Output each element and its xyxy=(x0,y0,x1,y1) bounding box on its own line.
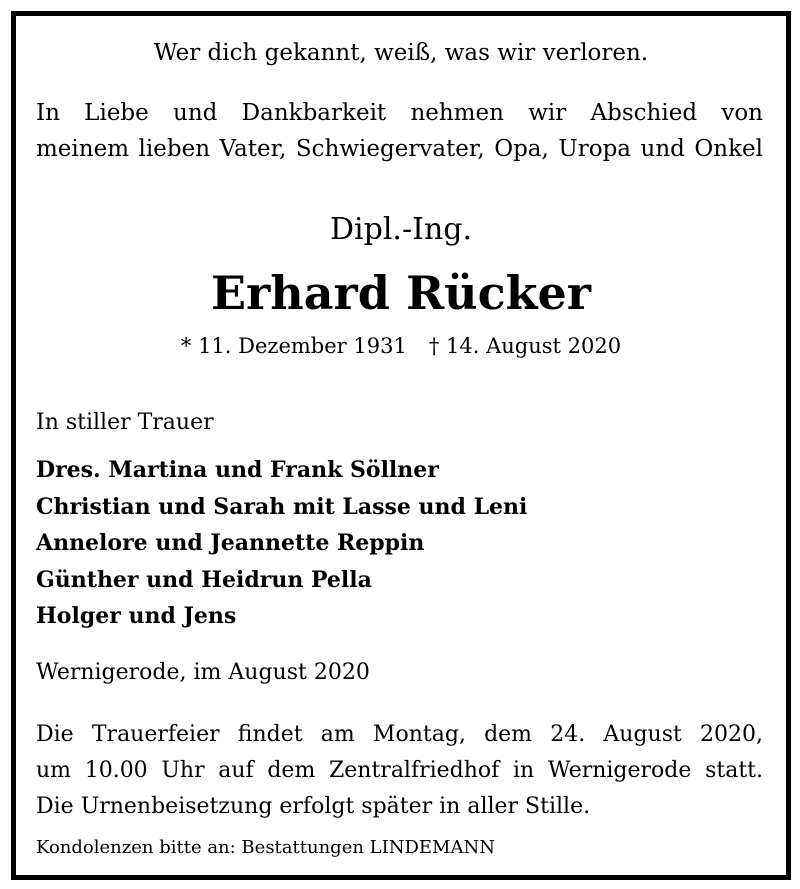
ceremony-line-2: um 10.00 Uhr auf dem Zentralfriedhof in Wernigerode statt. xyxy=(36,758,763,783)
mourners-list xyxy=(36,452,527,635)
mourning-intro: In stiller Trauer xyxy=(36,410,214,435)
mourner: Günther und Heidrun Pella xyxy=(36,566,372,593)
ceremony-line-1: Die Trauerfeier findet am Montag, dem 24. August 2020, xyxy=(36,722,763,747)
condolences-note: Kondolenzen bitte an: Bestattungen LINDEMANN xyxy=(36,837,495,858)
deceased-name: Erhard Rücker xyxy=(210,266,592,320)
motto: Wer dich gekannt, weiß, was wir verloren. xyxy=(153,40,649,66)
mourner: Holger und Jens xyxy=(36,603,237,629)
academic-title: Dipl.-Ing. xyxy=(329,212,473,247)
death-date: † 14. August 2020 xyxy=(428,334,622,358)
life-dates xyxy=(16,334,786,358)
mourner: Annelore und Jeannette Reppin xyxy=(36,530,425,556)
ceremony-line-3: Die Urnenbeisetzung erfolgt später in aller Stille. xyxy=(36,794,591,819)
mourner: Dres. Martina und Frank Söllner xyxy=(36,457,439,483)
place-date: Wernigerode, im August 2020 xyxy=(36,660,370,685)
birth-date: * 11. Dezember 1931 xyxy=(180,334,407,358)
obituary-notice xyxy=(11,11,791,880)
mourner: Christian und Sarah mit Lasse und Leni xyxy=(36,493,528,520)
intro-line-2: meinem lieben Vater, Schwiegervater, Opa, Uropa und Onkel xyxy=(36,136,763,162)
intro-line-1: In Liebe und Dankbarkeit nehmen wir Abschied von xyxy=(36,100,763,126)
